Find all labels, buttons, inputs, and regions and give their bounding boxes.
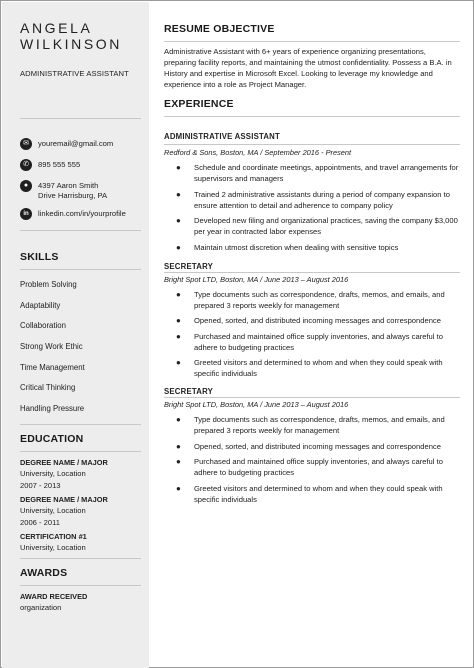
education-list [20,458,139,554]
bullet-item: ● Greeted visitors and determined to whom and when they could speak with specific individuals [176,358,443,378]
contact-phone-text: 895 555 555 [38,160,81,169]
objective-text: Administrative Assistant with 6+ years of experience organizing presentations, preparing facility reports, and maintaining the utmost confidentiality. Possess a B.A. in History and expertise in Microsoft Excel. Looking to leverage my knowledge and experience into a role as Project Manager. [164,47,452,89]
experience-heading: EXPERIENCE [164,98,234,110]
skill-item: Strong Work Ethic [20,342,83,352]
job-title: ADMINISTRATIVE ASSISTANT [164,132,280,141]
bullet-item: ● Opened, sorted, and distributed incoming messages and correspondence [176,316,441,325]
candidate-role: ADMINISTRATIVE ASSISTANT [20,69,129,78]
education-entry [20,458,139,492]
objective-heading: RESUME OBJECTIVE [164,23,275,35]
skill-item: Adaptability [20,300,61,310]
bullet-item: ● Greeted visitors and determined to whom and when they could speak with specific individuals [176,483,443,504]
bullet-dot: ● [176,415,181,424]
education-heading: EDUCATION [20,432,84,445]
bullet-item: ● Type documents such as correspondence, drafts, memos, and emails, and prepared 3 reports weekly for management [176,289,445,310]
divider [20,118,141,119]
contact-address [20,181,139,201]
skills-list [20,275,139,420]
sidebar [2,2,149,668]
divider [20,424,141,425]
contact-address-text: 4397 Aaron Smith Drive Harrisburg, PA [38,181,108,200]
email-icon: ✉ [20,138,32,150]
location-icon: ● [20,180,32,192]
divider [164,272,460,273]
job-meta: Bright Spot LTD, Boston, MA / June 2013 – August 2016 [164,274,349,284]
bullet-item: ● Developed new filing and organizational practices, saving the company $3,000 per year in contracted labor expenses [176,216,458,236]
job-title: SECRETARY [164,261,214,271]
bullet-dot: ● [176,457,181,466]
job-title: SECRETARY [164,387,214,396]
skill-item: Critical Thinking [20,383,76,393]
bullet-item: ● Maintain utmost discretion when dealing with sensitive topics [176,242,399,252]
main-content [164,1,460,509]
skill-item: Time Management [20,362,85,372]
bullet-item: ● Purchased and maintained office supply inventories, and always careful to adhere to budgeting practices [176,457,443,477]
candidate-name: ANGELA WILKINSON [20,20,122,52]
education-entry [20,495,139,529]
job-entry [164,261,460,380]
bullet-dot: ● [176,189,181,199]
bullet-dot: ● [176,163,181,172]
skill-item: Handling Pressure [20,404,85,414]
divider [20,269,141,270]
contact-email[interactable] [20,139,139,150]
award-org: organization [20,602,62,612]
divider [164,144,460,145]
award-entry [20,592,139,614]
certification-title: CERTIFICATION #1 [20,531,87,541]
degree-place: University, Location [20,505,86,515]
degree-years: 2007 - 2013 [20,480,61,490]
divider [20,558,141,559]
contact-linkedin[interactable] [20,209,139,220]
contact-phone[interactable] [20,160,139,171]
skill-item: Problem Solving [20,280,77,289]
bullet-dot: ● [176,441,181,451]
degree-title: DEGREE NAME / MAJOR [20,494,108,504]
divider [164,41,460,42]
linkedin-icon: in [20,208,32,220]
skill-item: Collaboration [20,321,66,331]
education-entry [20,532,139,554]
divider [20,230,141,231]
bullet-dot: ● [176,289,181,299]
bullet-item: ● Type documents such as correspondence, drafts, memos, and emails, and prepared 3 reports weekly for management [176,415,445,435]
job-bullets [164,289,460,380]
job-entry [164,386,460,505]
award-title: AWARD RECEIVED [20,591,88,601]
contact-list [20,139,139,220]
divider [164,397,460,398]
certification-place: University, Location [20,542,86,552]
contact-linkedin-text: linkedin.com/in/yourprofile [38,209,126,218]
bullet-item: ● Purchased and maintained office supply inventories, and always careful to adhere to budgeting practices [176,331,443,352]
job-meta: Bright Spot LTD, Boston, MA / June 2013 – August 2016 [164,400,349,409]
job-bullets [164,414,460,505]
degree-place: University, Location [20,468,86,478]
degree-years: 2006 - 2011 [20,517,60,527]
bullet-item: ● Opened, sorted, and distributed incoming messages and correspondence [176,441,441,451]
bullet-dot: ● [176,316,181,325]
awards-heading: AWARDS [20,566,68,579]
bullet-item: ● Trained 2 administrative assistants during a period of company expansion to ensure attention to detail and adherence to company policy [176,189,450,210]
bullet-dot: ● [176,483,181,493]
divider [20,451,141,452]
bullet-dot: ● [176,331,181,341]
bullet-dot: ● [176,358,181,367]
skills-heading: SKILLS [20,251,59,263]
job-entry [164,131,460,253]
phone-icon: ✆ [20,159,32,171]
bullet-dot: ● [176,242,181,252]
job-meta: Redford & Sons, Boston, MA / September 2016 - Present [164,148,352,157]
degree-title: DEGREE NAME / MAJOR [20,457,108,467]
contact-email-text: youremail@gmail.com [38,139,114,148]
bullet-item: ● Schedule and coordinate meetings, appointments, and travel arrangements for supervisors and managers [176,163,459,183]
bullet-dot: ● [176,216,181,225]
divider [20,585,141,586]
divider [164,116,460,117]
job-bullets [164,162,460,253]
